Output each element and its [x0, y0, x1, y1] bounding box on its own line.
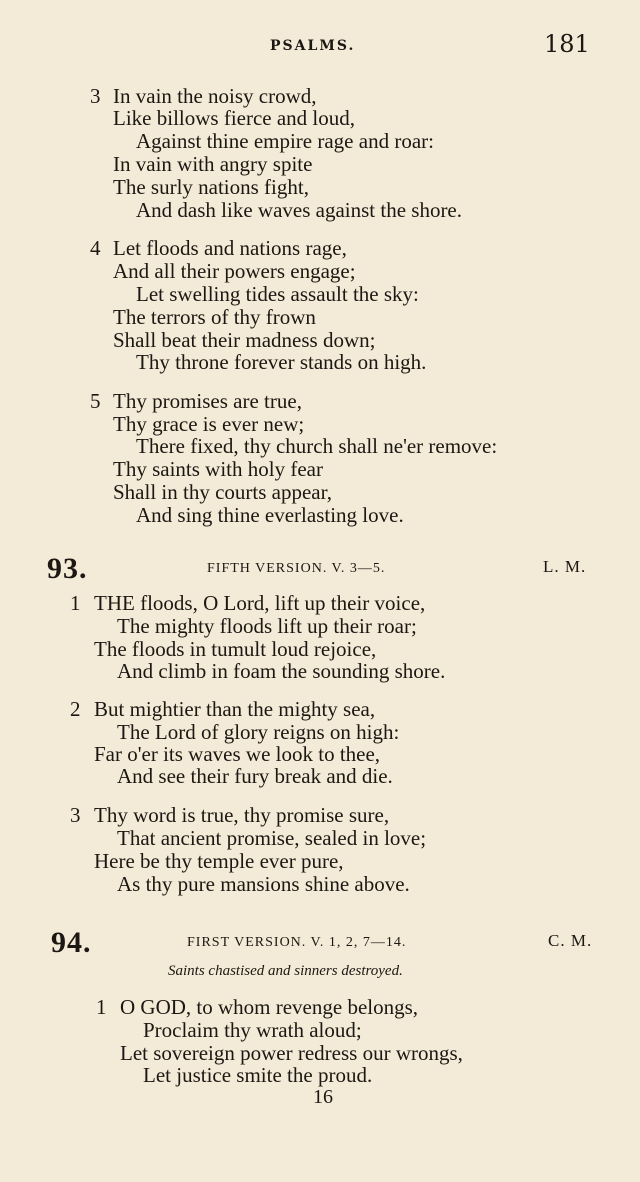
hymn-94-header	[0, 926, 640, 962]
stanza-number: 3	[70, 803, 81, 827]
hymn-subtitle: Saints chastised and sinners destroyed.	[168, 963, 403, 979]
verse-line: The mighty floods lift up their roar;	[117, 614, 417, 638]
stanza-number: 1	[70, 591, 81, 615]
verse-line: And dash like waves against the shore.	[136, 198, 463, 222]
verse-line: Far o'er its waves we look to thee,	[94, 742, 381, 766]
stanza-number: 2	[70, 697, 81, 721]
running-title: PSALMS.	[270, 38, 356, 54]
verse-line: That ancient promise, sealed in love;	[117, 826, 427, 850]
verse-line: Thy grace is ever new;	[113, 412, 305, 436]
verse-line: Here be thy temple ever pure,	[94, 849, 344, 873]
verse-line: Let justice smite the proud.	[143, 1063, 373, 1087]
verse-line: And sing thine everlasting love.	[136, 503, 404, 527]
page-number: 181	[544, 30, 590, 58]
verse-line: Let floods and nations rage,	[113, 236, 347, 260]
verse-line: Shall in thy courts appear,	[113, 480, 333, 504]
verse-line: The Lord of glory reigns on high:	[117, 720, 400, 744]
verse-line: Thy promises are true,	[113, 389, 302, 413]
verse-line: But mightier than the mighty sea,	[94, 697, 376, 721]
signature-mark: 16	[313, 1086, 333, 1108]
hymn-version: FIFTH VERSION. V. 3—5.	[207, 561, 386, 576]
verse-line: Shall beat their madness down;	[113, 328, 376, 352]
stanza-number: 4	[90, 236, 101, 260]
hymn-meter: L. M.	[543, 557, 587, 576]
verse-line: The floods in tumult loud rejoice,	[94, 637, 377, 661]
verse-line: The terrors of thy frown	[113, 305, 316, 329]
verse-line: Thy throne forever stands on high.	[136, 350, 427, 374]
hymn-93-header	[0, 552, 640, 588]
verse-line: Like billows fierce and loud,	[113, 106, 356, 130]
stanza-number: 1	[96, 995, 107, 1019]
hymn-number: 93.	[47, 552, 88, 585]
verse-line: Against thine empire rage and roar:	[136, 129, 434, 153]
verse-line: In vain with angry spite	[113, 152, 313, 176]
verse-line: In vain the noisy crowd,	[113, 84, 317, 108]
hymn-meter: C. M.	[548, 931, 593, 950]
hymn-number: 94.	[51, 926, 92, 959]
verse-line: Proclaim thy wrath aloud;	[143, 1018, 362, 1042]
stanza-number: 5	[90, 389, 101, 413]
verse-line: Thy word is true, thy promise sure,	[94, 803, 390, 827]
verse-line: And all their powers engage;	[113, 259, 356, 283]
verse-line: And climb in foam the sounding shore.	[117, 659, 446, 683]
verse-line: Let sovereign power redress our wrongs,	[120, 1041, 463, 1065]
stanza-number: 3	[90, 84, 101, 108]
hymn-version: FIRST VERSION. V. 1, 2, 7—14.	[187, 935, 407, 950]
verse-line: And see their fury break and die.	[117, 764, 393, 788]
verse-line: The surly nations fight,	[113, 175, 309, 199]
verse-line: As thy pure mansions shine above.	[117, 872, 410, 896]
verse-line: THE floods, O Lord, lift up their voice,	[94, 591, 426, 615]
verse-line: Let swelling tides assault the sky:	[136, 282, 419, 306]
verse-line: Thy saints with holy fear	[113, 457, 323, 481]
verse-line: There fixed, thy church shall ne'er remove:	[136, 434, 498, 458]
verse-line: O GOD, to whom revenge belongs,	[120, 995, 419, 1019]
